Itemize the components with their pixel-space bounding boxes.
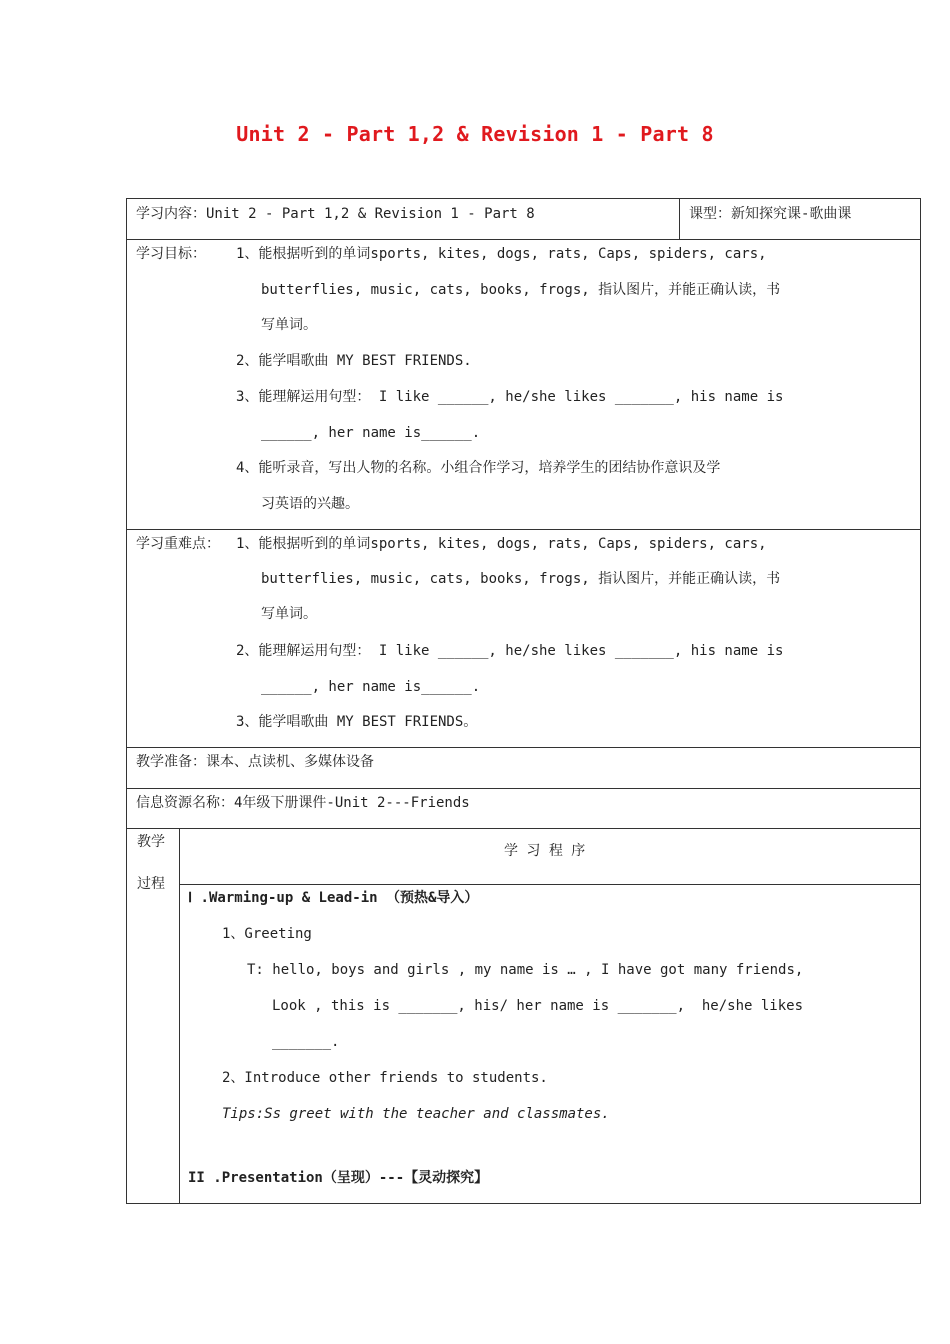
study-content-label: 学习内容：Unit 2 - Part 1,2 & Revision 1 - Part 8 [136, 206, 535, 222]
key-points-label: 学习重难点： [136, 536, 220, 552]
lesson-type-label: 课型：新知探究课-歌曲课 [689, 206, 852, 222]
tips-text: Tips:Ss greet with the teacher and classmates. [222, 1106, 610, 1122]
process-column-divider [179, 828, 180, 1204]
objective-line: 4、能听录音，写出人物的名称。小组合作学习，培养学生的团结协作意识及学 [236, 460, 721, 476]
row-divider [126, 239, 921, 240]
section-presentation-title: II .Presentation（呈现）---【灵动探究】 [188, 1170, 489, 1186]
objective-line: butterflies, music, cats, books, frogs, 指认图片，并能正确认读，书 [261, 282, 781, 298]
introduce-item: 2、Introduce other friends to students. [222, 1070, 548, 1086]
objective-line: ______, her name is______. [261, 425, 481, 441]
teacher-line: Look , this is _______, his/ her name is _______, he/she likes [272, 998, 804, 1014]
objective-line: 写单词。 [261, 317, 317, 333]
process-header-divider [179, 884, 921, 885]
process-side-label: 过程 [137, 876, 165, 892]
row-divider [126, 747, 921, 748]
document-title: Unit 2 - Part 1,2 & Revision 1 - Part 8 [236, 122, 714, 146]
key-point-line: 3、能学唱歌曲 MY BEST FRIENDS。 [236, 714, 478, 730]
objective-line: 1、能根据听到的单词sports, kites, dogs, rats, Caps, spiders, cars, [236, 246, 767, 262]
key-point-line: 1、能根据听到的单词sports, kites, dogs, rats, Caps, spiders, cars, [236, 536, 767, 552]
objective-line: 2、能学唱歌曲 MY BEST FRIENDS. [236, 353, 472, 369]
process-side-label: 教学 [137, 834, 165, 850]
resources-text: 信息资源名称：4年级下册课件-Unit 2---Friends [136, 795, 470, 811]
objectives-label: 学习目标： [136, 246, 206, 262]
table-border-left [126, 198, 127, 1204]
greeting-item: 1、Greeting [222, 926, 312, 942]
teacher-line: _______. [272, 1034, 340, 1050]
objective-line: 3、能理解运用句型： I like ______, he/she likes _______, his name is [236, 389, 784, 405]
table-border-top [126, 198, 921, 199]
column-divider [679, 198, 680, 239]
objective-line: 习英语的兴趣。 [261, 496, 359, 512]
key-point-line: butterflies, music, cats, books, frogs, 指认图片，并能正确认读，书 [261, 571, 781, 587]
preparation-text: 教学准备：课本、点读机、多媒体设备 [136, 754, 374, 770]
section-warming-up-title: Ⅰ .Warming-up & Lead-in （预热&导入） [188, 890, 479, 906]
key-point-line: ______, her name is______. [261, 679, 481, 695]
row-divider [126, 788, 921, 789]
table-border-right [920, 198, 921, 1204]
process-header: 学 习 程 序 [504, 843, 586, 859]
key-point-line: 写单词。 [261, 606, 317, 622]
lesson-plan-table [126, 198, 921, 1204]
row-divider [126, 828, 921, 829]
row-divider [126, 529, 921, 530]
teacher-line: T: hello, boys and girls , my name is … , I have got many friends, [247, 962, 804, 978]
table-border-bottom [126, 1203, 921, 1204]
key-point-line: 2、能理解运用句型： I like ______, he/she likes _______, his name is [236, 643, 784, 659]
